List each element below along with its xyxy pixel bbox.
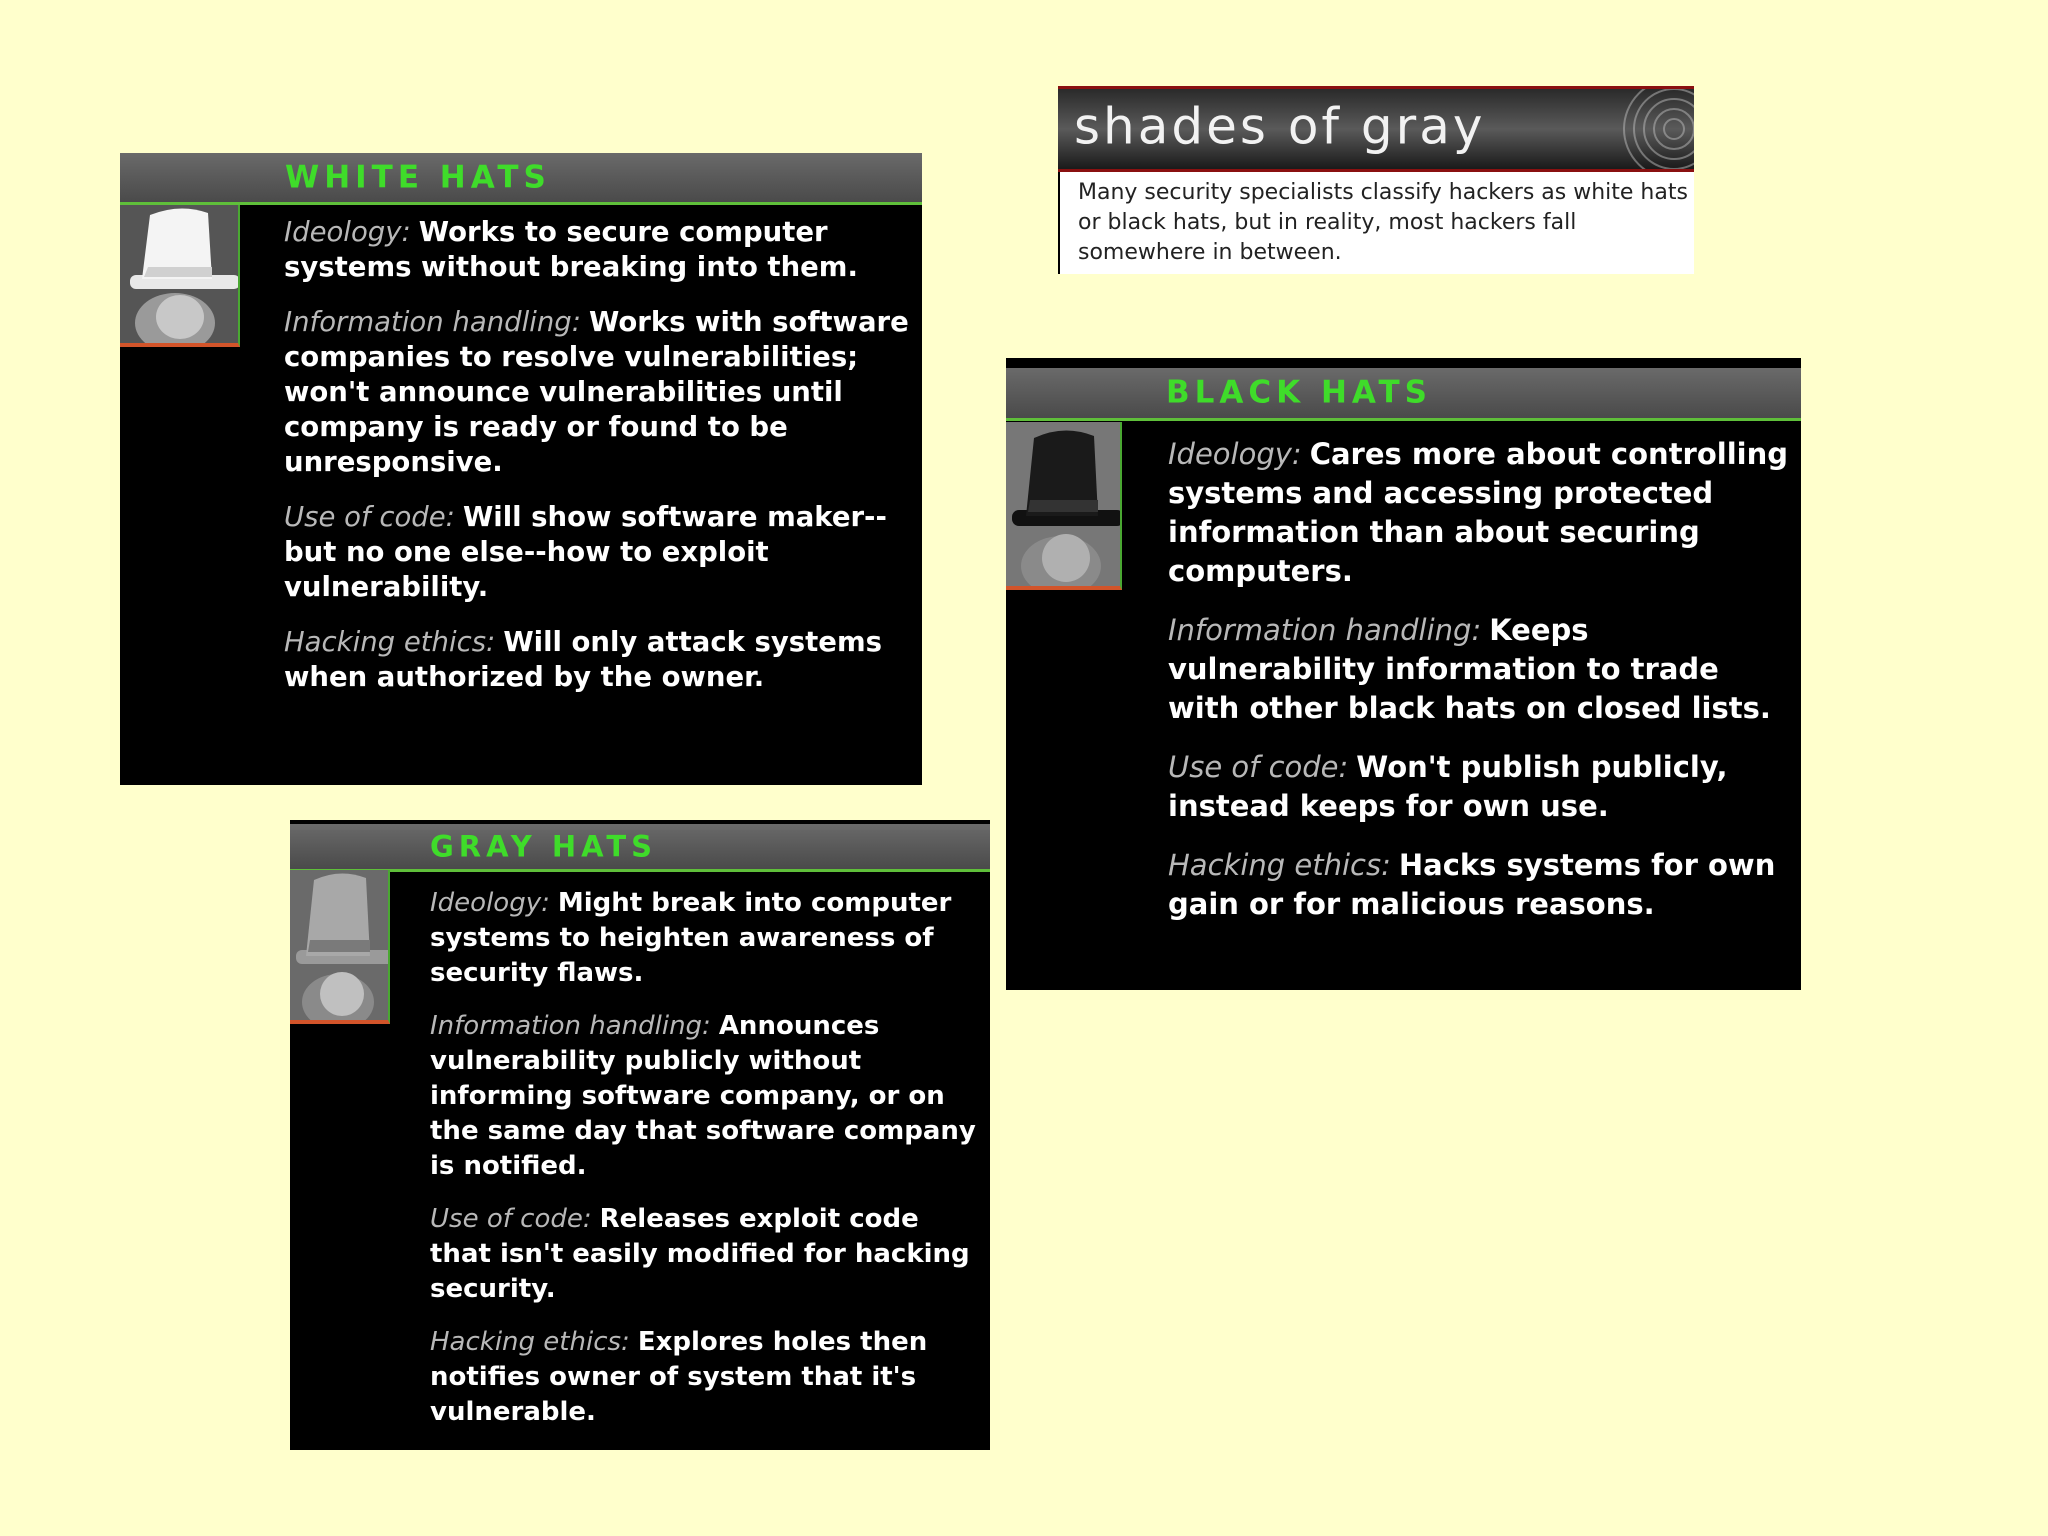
white-ideology: [284, 215, 914, 285]
white-hats-body: [284, 215, 914, 715]
section-text: Cares more about controlling systems and accessing protected information than about securing computers.: [1168, 437, 1789, 588]
section-text: Announces vulnerability publicly without informing software company, or on the same day that software company is notified.: [430, 1011, 976, 1181]
white-hats-title: WHITE HATS: [285, 158, 551, 195]
gray-hats-card: [290, 820, 990, 1450]
section-label: Ideology:: [1168, 437, 1302, 471]
black-use-of-code: [1168, 748, 1793, 826]
shades-left-rule: [1058, 172, 1060, 274]
black-hats-body: [1168, 435, 1793, 944]
section-label: Use of code:: [1168, 750, 1349, 784]
section-text: Explores holes then notifies owner of system that it's vulnerable.: [430, 1327, 928, 1427]
shades-of-gray-banner: [1058, 86, 1694, 172]
black-top-hat-icon: [1006, 422, 1122, 590]
white-information-handling: [284, 305, 914, 480]
section-label: Information handling:: [284, 306, 582, 338]
gray-ideology: [430, 886, 985, 991]
section-label: Ideology:: [430, 888, 550, 918]
white-top-hat-icon: [120, 205, 240, 347]
section-label: Use of code:: [430, 1204, 592, 1234]
section-label: Use of code:: [284, 501, 455, 533]
black-hacking-ethics: [1168, 846, 1793, 924]
gray-hacking-ethics: [430, 1325, 985, 1430]
section-text: Might break into computer systems to heighten awareness of security flaws.: [430, 888, 952, 988]
section-text: Releases exploit code that isn't easily modified for hacking security.: [430, 1204, 970, 1304]
gray-hats-body: [430, 886, 985, 1448]
section-text: Works with software companies to resolve vulnerabilities; won't announce vulnerabilities until company is ready or found to be unresponsive.: [284, 306, 909, 478]
white-hacking-ethics: [284, 625, 914, 695]
white-hats-header: [120, 153, 922, 205]
section-text: Works to secure computer systems without breaking into them.: [284, 216, 858, 283]
section-label: Hacking ethics:: [430, 1327, 630, 1357]
section-label: Hacking ethics:: [1168, 848, 1391, 882]
gray-hats-header: [290, 824, 990, 872]
section-label: Hacking ethics:: [284, 626, 496, 658]
shades-of-gray-title: shades of gray: [1074, 97, 1486, 156]
shades-of-gray-box: [1058, 86, 1694, 274]
gray-use-of-code: [430, 1202, 985, 1307]
gray-top-hat-icon: [290, 870, 390, 1024]
white-use-of-code: [284, 500, 914, 605]
section-label: Information handling:: [1168, 613, 1482, 647]
white-hats-card: [120, 153, 922, 785]
section-label: Information handling:: [430, 1011, 711, 1041]
section-label: Ideology:: [284, 216, 411, 248]
black-hats-header: [1006, 368, 1801, 421]
black-hats-card: [1006, 358, 1801, 990]
black-hats-title: BLACK HATS: [1166, 374, 1432, 411]
black-information-handling: [1168, 611, 1793, 728]
section-text: Will show software maker--but no one else--how to exploit vulnerability.: [284, 501, 887, 603]
shades-of-gray-caption: Many security specialists classify hackers as white hats or black hats, but in reality, most hackers fall somewhere in between.: [1078, 180, 1688, 265]
section-text: Will only attack systems when authorized by the owner.: [284, 626, 882, 693]
black-ideology: [1168, 435, 1793, 591]
gray-information-handling: [430, 1009, 985, 1184]
gray-hats-title: GRAY HATS: [430, 828, 658, 863]
concentric-rings-icon: [1574, 89, 1694, 169]
section-text: Won't publish publicly, instead keeps for own use.: [1168, 750, 1728, 823]
section-text: Hacks systems for own gain or for malicious reasons.: [1168, 848, 1776, 921]
section-text: Keeps vulnerability information to trade with other black hats on closed lists.: [1168, 613, 1771, 725]
